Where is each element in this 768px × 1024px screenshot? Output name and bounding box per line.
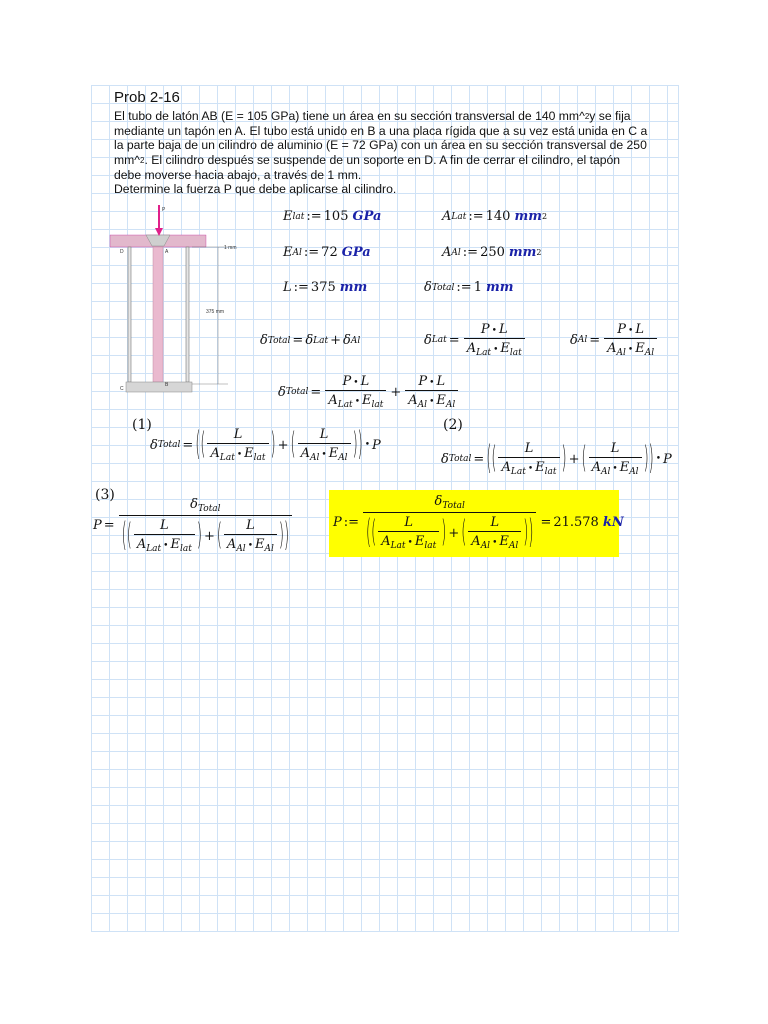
tube-cylinder-diagram	[108, 203, 248, 393]
svg-text:C: C	[120, 386, 124, 392]
eq-1: δ Total = ( ( $\frac{L}{A_{Lat} • E_{lat}}$ ) + ( $\frac{L}{A_{Al} • E_{Al}}$ ) ) • P	[150, 426, 381, 464]
result-unit: kN	[602, 515, 624, 530]
svg-text:D: D	[120, 249, 124, 255]
eq-label-1: (1)	[132, 417, 152, 433]
problem-title: Prob 2-16	[114, 89, 180, 106]
svg-text:1 mm: 1 mm	[224, 245, 237, 251]
eq-3: P = $\delta_{Total}$ ( ( $\frac{L}{A_{Lat} • E_{lat}}$ ) + ( $\frac{L}{A_{Al} • E_{Al}}$ ) )	[93, 497, 294, 554]
svg-text:P: P	[162, 207, 166, 213]
eq-delta-lat: δ Lat = $\frac{P • L}{A_{Lat} • E_{lat}}$	[424, 322, 527, 358]
def-delta-total: δ Total := 1 mm	[424, 280, 514, 295]
brass-tube	[153, 247, 163, 382]
def-E-lat: E lat := 105 GPa	[283, 209, 382, 224]
def-L: L := 375 mm	[283, 280, 368, 295]
svg-text:A: A	[165, 249, 169, 255]
eq-delta-al: δ Al = $\frac{P • L}{A_{Al} • E_{Al}}$	[570, 322, 659, 358]
result-value: 21.578	[553, 515, 599, 530]
eq-label-2: (2)	[443, 417, 463, 433]
def-A-Al: A Al := 250 mm 2	[442, 245, 542, 260]
bottom-plate	[126, 382, 192, 392]
cylinder-wall-left	[128, 247, 131, 382]
eq-compatibility: δ Total = δ Lat + δ Al	[260, 333, 361, 348]
svg-text:375 mm: 375 mm	[206, 309, 225, 315]
def-E-Al: E Al := 72 GPa	[283, 245, 371, 260]
svg-text:B: B	[165, 382, 169, 388]
eq-label-3: (3)	[95, 487, 115, 503]
cylinder-wall-right	[186, 247, 189, 382]
eq-total-sum: δ Total = $\frac{P • L}{A_{Lat} • E_{lat}}$ + $\frac{P • L}{A_{Al} • E_{Al}}$	[278, 374, 460, 410]
eq-2: δ Total = ( ( $\frac{L}{A_{Lat} • E_{lat}}$ ) + ( $\frac{L}{A_{Al} • E_{Al}}$ ) ) • P	[441, 440, 672, 478]
result-formula: P := $\delta_{Total}$ ( ( $\frac{L}{A_{Lat} • E_{lat}}$ ) + ( $\frac{L}{A_{Al} • E_{Al}}$ ) ) = 21.578 kN	[333, 494, 624, 552]
def-A-Lat: A Lat := 140 mm 2	[442, 209, 548, 224]
problem-statement: El tubo de latón AB (E = 105 GPa) tiene un área en su sección transversal de 140 mm^2y se fija mediante un tapón en A. El tubo está unido en B a una placa rígida que a su vez está unida en C a la parte baja de un cilindro de aluminio (E = 72 GPa) con un área en su sección transversal de 250 mm^2. El cilindro después se suspende de un soporte en D. A fin de cerrar el cilindro, el tapón debe moverse hacia abajo, a través de 1 mm. Determine la fuerza P que debe aplicarse al cilindro.	[114, 109, 648, 197]
